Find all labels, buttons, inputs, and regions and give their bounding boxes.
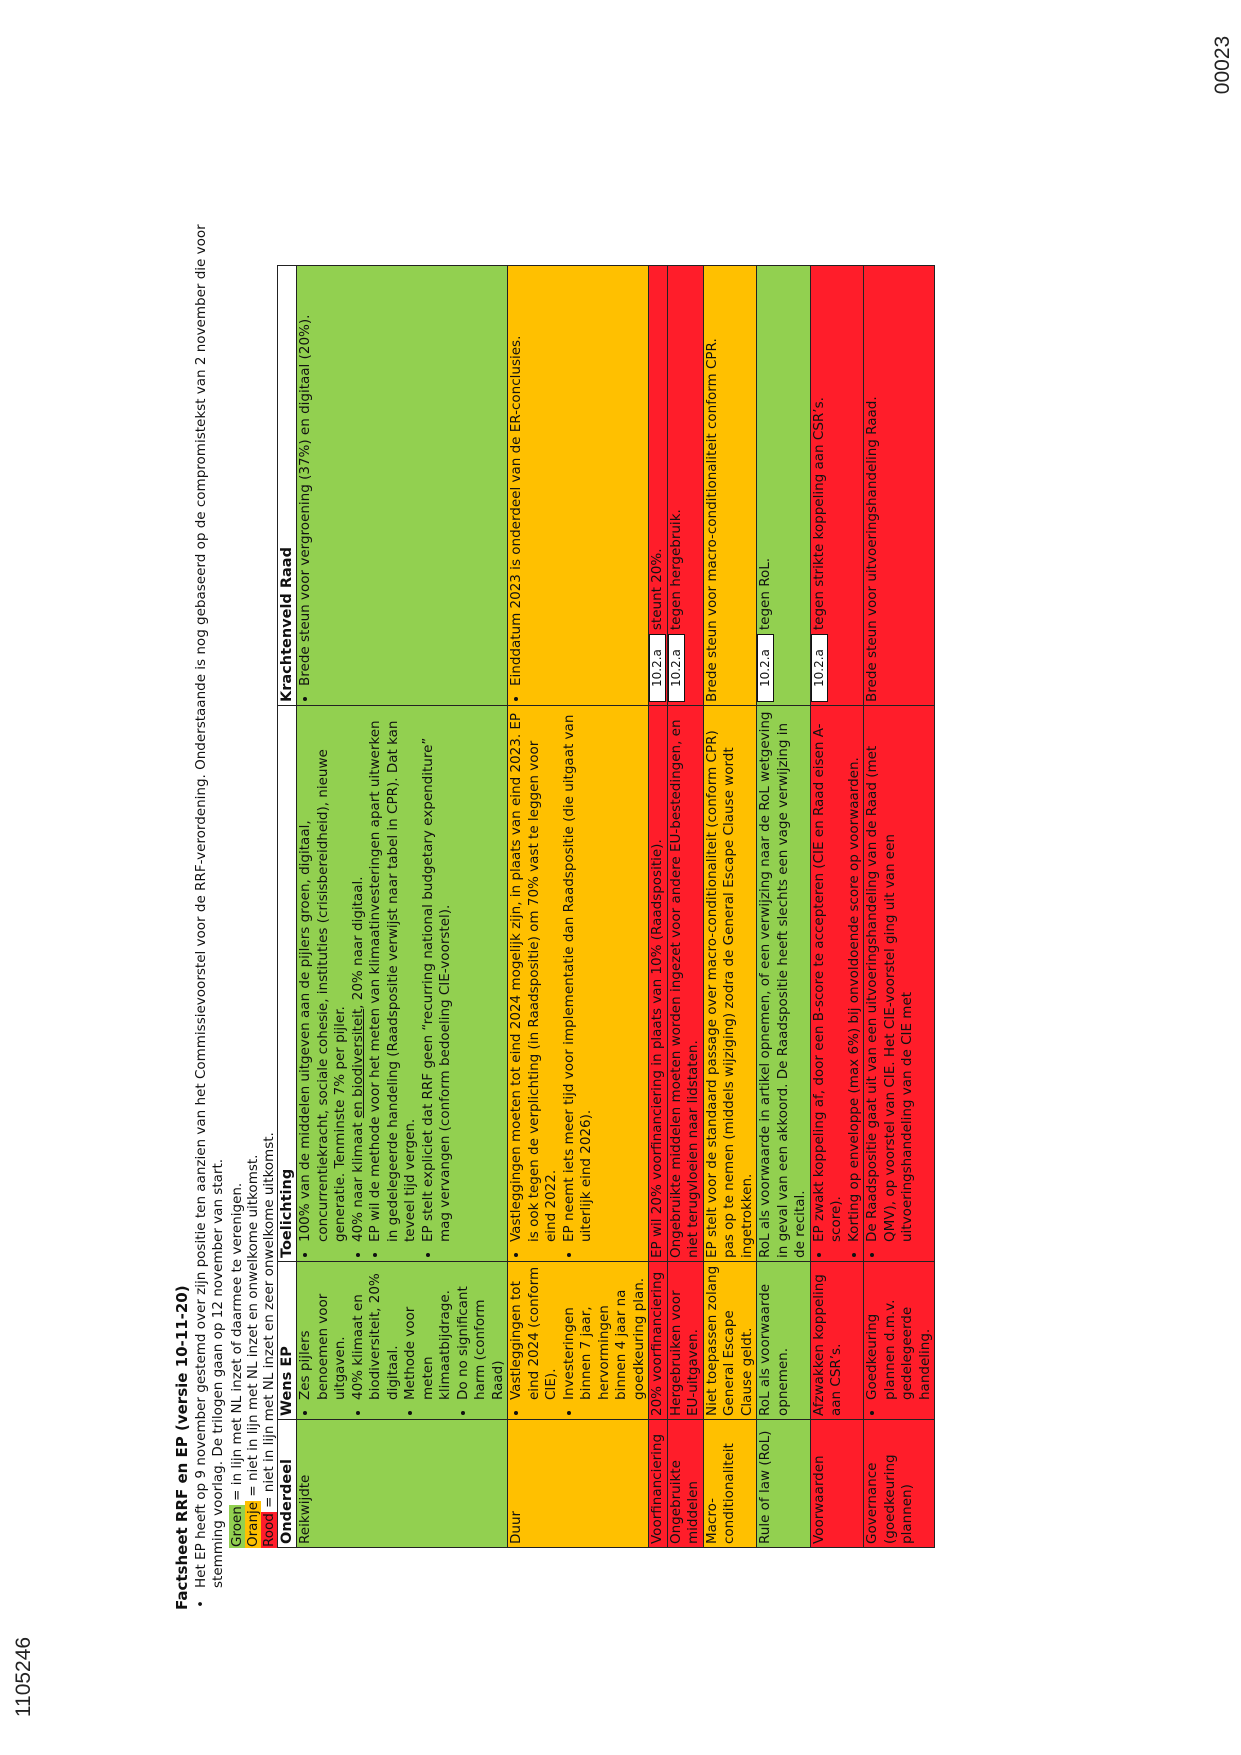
list-item: • 100% van de middelen uitgeven aan de pijlers groen, digitaal, concurrentiekracht, sociale cohesie, instituties (crisisbereidheid), nieuwe generatie. Tenminste 7% per pijler.: [297, 709, 350, 1242]
legend-orange-word: Oranje: [245, 1501, 261, 1547]
list-item: • Korting op enveloppe (max 6%) bij onvoldoende score op voorwaarden.: [846, 709, 864, 1242]
list-item: • EP neemt iets meer tijd voor implementatie dan Raadspositie (die uitgaat van uiterlijk eind 2026).: [561, 709, 596, 1242]
cell-toelichting: Ongebruikte middelen moeten worden ingezet voor andere EU-bestedingen, en niet terugvloeien naar lidstaten.: [667, 706, 703, 1262]
cell-onderdeel: Voorfinanciering: [649, 1420, 668, 1548]
cell-onderdeel: Duur: [508, 1420, 649, 1548]
list-item: • Vastleggingen moeten tot eind 2024 mogelijk zijn, in plaats van eind 2023. EP is ook tegen de verplichting (in Raadspositie) om 70% vast te leggen voor eind 2022.: [508, 709, 561, 1242]
table-row-reikwijdte: [297, 266, 508, 1548]
legend-orange: [245, 160, 261, 1548]
table-row-voorwaarden: [810, 266, 864, 1548]
legend-red-text: = niet in lijn met NL inzet en zeer onwelkome uitkomst.: [261, 1132, 277, 1513]
header-wens-ep: Wens EP: [278, 1262, 297, 1420]
table-row-macro-conditionaliteit: [703, 266, 757, 1548]
cell-raad: [667, 266, 703, 706]
list-item: • Einddatum 2023 is onderdeel van de ER-conclusies.: [508, 269, 526, 686]
list-item: • EP stelt expliciet dat RRF geen “recurring national budgetary expenditure” mag vervangen (conform bedoeling CIE-voorstel).: [420, 709, 455, 1242]
list-item: • EP zwakt koppeling af, door een B-score te accepteren (CIE en Raad eisen A-score).: [811, 709, 846, 1242]
list-item: • Zes pijlers benoemen voor uitgaven.: [297, 1265, 350, 1400]
raad-text: tegen strikte koppeling aan CSR’s.: [810, 397, 827, 631]
cell-onderdeel: Voorwaarden: [810, 1420, 864, 1548]
cell-wens: [508, 1262, 649, 1420]
table-row-ongebruikte-middelen: [667, 266, 703, 1548]
cell-onderdeel: Governance (goedkeuring plannen): [864, 1420, 935, 1548]
cell-wens: Hergebruiken voor EU-uitgaven.: [667, 1262, 703, 1420]
header-krachtenveld-raad: Krachtenveld Raad: [278, 266, 297, 706]
list-item: • Vastleggingen tot eind 2024 (conform CIE).: [508, 1265, 561, 1400]
cell-raad: Brede steun voor uitvoeringshandeling Raad.: [864, 266, 935, 706]
list-item: • Investeringen binnen 7 jaar, hervormingen binnen 4 jaar na goedkeuring plan.: [561, 1265, 649, 1400]
cell-raad: [297, 266, 508, 706]
header-onderdeel: Onderdeel: [278, 1420, 297, 1548]
list-item: • De Raadspositie gaat uit van een uitvoeringshandeling van de Raad (met QMV), op voorstel van CIE. Het CIE-voorstel ging uit van een uitvoeringshandeling van de CIE met: [864, 709, 917, 1242]
text-fragment: , 20% naar digitaal.: [349, 876, 366, 1009]
text-fragment: 40% naar klimaat: [349, 1118, 366, 1242]
document-number-stamp: 00023: [1211, 35, 1234, 95]
rotated-page-content: [174, 160, 1074, 1610]
cell-raad: [508, 266, 649, 706]
cell-onderdeel: Macro-conditionaliteit: [703, 1420, 757, 1548]
document-id-stamp: 1105246: [12, 1636, 35, 1718]
list-item: • Goedkeuring plannen d.m.v. gedelegeerde handeling.: [864, 1265, 934, 1400]
cell-toelichting: RoL als voorwaarde in artikel opnemen, of een verwijzing naar de RoL wetgeving in geval van een akkoord. De Raadspositie heeft slechts een vage verwijzing in de recital.: [757, 706, 811, 1262]
cell-raad: Brede steun voor macro-conditionaliteit conform CPR.: [703, 266, 757, 706]
cell-onderdeel: Rule of law (RoL): [757, 1420, 811, 1548]
cell-onderdeel: Ongebruikte middelen: [667, 1420, 703, 1548]
raad-text: tegen RoL.: [757, 557, 773, 631]
cell-wens: Afzwakken koppeling aan CSR’s.: [810, 1262, 864, 1420]
legend-red-word: Rood: [261, 1513, 277, 1547]
list-item: [350, 709, 368, 1242]
cell-toelichting: [810, 706, 864, 1262]
legend-green: [229, 160, 245, 1548]
cell-wens: Niet toepassen zolang General Escape Clause geldt.: [703, 1262, 757, 1420]
raad-text: tegen hergebruik.: [667, 509, 684, 631]
intro-text: Het EP heeft op 9 november gestemd over zijn positie ten aanzien van het Commissievoorstel voor de RRF-verordening. Onderstaande is nog gebaseerd op de compromistekst van 2 november die voor stemming voorlag. De trilogen gaan op 12 november van start.: [193, 224, 226, 1588]
redaction-label: 10.2.a: [649, 634, 666, 702]
table-row-duur: [508, 266, 649, 1548]
factsheet-table: [277, 265, 935, 1548]
table-row-rule-of-law: [757, 266, 811, 1548]
page-title: Factsheet RRF en EP (versie 10-11-20): [173, 1285, 191, 1610]
cell-raad: [810, 266, 864, 706]
list-item: • 40% klimaat en biodiversiteit, 20% digitaal.: [350, 1265, 403, 1400]
cell-wens: [864, 1262, 935, 1420]
cell-wens: [297, 1262, 508, 1420]
cell-onderdeel: Reikwijdte: [297, 1420, 508, 1548]
table-header-row: [278, 266, 297, 1548]
cell-raad: [757, 266, 811, 706]
cell-raad: [649, 266, 668, 706]
cell-toelichting: EP stelt voor de standaard passage over macro-conditionaliteit (conform CPR) pas op te nemen (middels wijziging) zodra de General Escape Clause wordt ingetrokken.: [703, 706, 757, 1262]
redaction-label: 10.2.a: [757, 634, 774, 702]
legend-green-text: = in lijn met NL inzet of daarmee te verenigen.: [229, 1182, 245, 1506]
list-item: • EP wil de methode voor het meten van klimaatinvesteringen apart uitwerken in gedelegeerde handeling (Raadspositie verwijst naar tabel in CPR). Dat kan teveel tijd vergen.: [367, 709, 420, 1242]
table-row-voorfinanciering: [649, 266, 668, 1548]
underlined-text: en biodiversiteit: [349, 1008, 366, 1119]
raad-text: steunt 20%.: [649, 548, 665, 631]
header-toelichting: Toelichting: [278, 706, 297, 1262]
intro-paragraph: [193, 160, 227, 1608]
cell-wens: RoL als voorwaarde opnemen.: [757, 1262, 811, 1420]
cell-toelichting: [297, 706, 508, 1262]
list-item: • Do no significant harm (conform Raad): [455, 1265, 508, 1400]
redaction-label: 10.2.a: [811, 634, 828, 702]
legend-orange-text: = niet in lijn met NL inzet en onwelkome uitkomst.: [245, 1154, 261, 1501]
legend-green-word: Groen: [229, 1506, 245, 1547]
list-item: • Brede steun voor vergroening (37%) en digitaal (20%).: [297, 269, 315, 686]
cell-toelichting: [864, 706, 935, 1262]
bullet-icon: •: [193, 1600, 209, 1608]
cell-wens: 20% voorfinanciering: [649, 1262, 668, 1420]
redaction-label: 10.2.a: [668, 634, 685, 702]
list-item: • Methode voor meten klimaatbijdrage.: [402, 1265, 455, 1400]
cell-toelichting: EP wil 20% voorfinanciering in plaats van 10% (Raadspositie).: [649, 706, 668, 1262]
cell-toelichting: [508, 706, 649, 1262]
legend-red: [261, 160, 277, 1548]
table-row-governance: [864, 266, 935, 1548]
